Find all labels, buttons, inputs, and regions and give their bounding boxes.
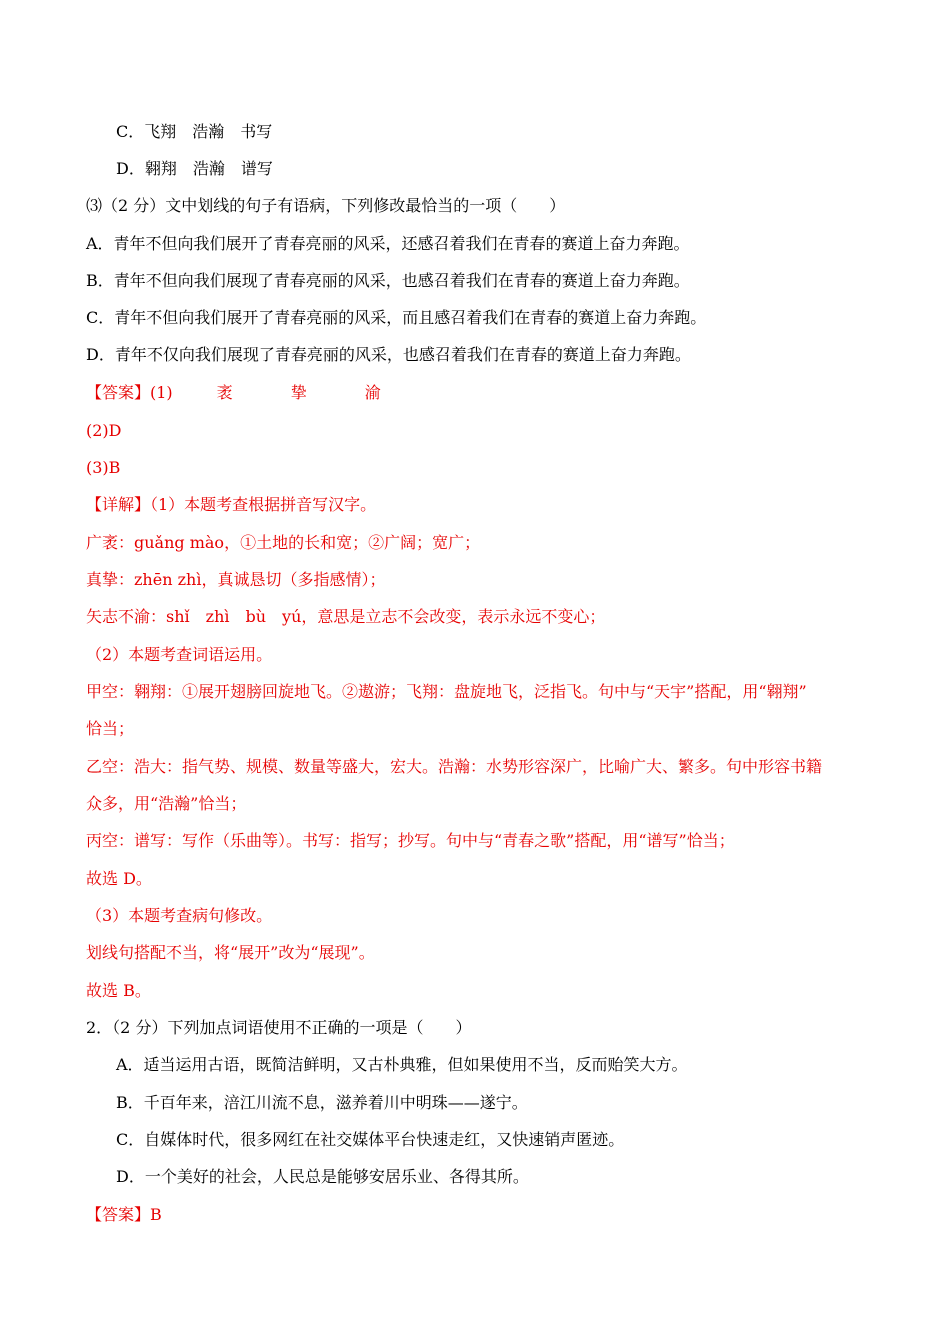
answer-word-1: 袤: [216, 383, 233, 402]
q2-option-c: C．自媒体时代，很多网红在社交媒体平台快速走红，又快速销声匿迹。: [116, 1130, 625, 1149]
question-3-stem: ⑶（2 分）文中划线的句子有语病，下列修改最恰当的一项（ ）: [86, 196, 566, 215]
explain-line-5: （2）本题考查词语运用。: [86, 645, 273, 664]
q2-option-a: A．适当运用古语，既简洁鲜明，又古朴典雅，但如果使用不当，反而贻笑大方。: [116, 1055, 688, 1074]
q3-option-c: C．青年不但向我们展开了青春亮丽的风采，而且感召着我们在青春的赛道上奋力奔跑。: [86, 308, 707, 327]
q3-option-a: A．青年不但向我们展开了青春亮丽的风采，还感召着我们在青春的赛道上奋力奔跑。: [86, 234, 690, 253]
q2-answer: 【答案】B: [86, 1205, 162, 1224]
explain-line-9: 众多，用“浩瀚”恰当；: [86, 794, 247, 813]
answer-2: (2)D: [86, 421, 122, 440]
explain-line-6: 甲空：翱翔：①展开翅膀回旋地飞。②遨游；飞翔：盘旋地飞，泛指飞。句中与“天宇”搭配，用“翱翔”: [86, 682, 807, 701]
explain-line-1: 【详解】（1）本题考查根据拼音写汉字。: [86, 495, 377, 514]
explain-line-4: 矢志不渝：shǐ zhì bù yú，意思是立志不会改变，表示永远不变心；: [86, 607, 606, 626]
explain-line-2: 广袤：guǎng mào，①土地的长和宽；②广阔；宽广；: [86, 533, 481, 552]
option-d: D．翱翔 浩瀚 谱写: [116, 159, 273, 178]
answer-word-3: 渝: [364, 383, 381, 402]
explain-line-8: 乙空：浩大：指气势、规模、数量等盛大，宏大。浩瀚：水势形容深广，比喻广大、繁多。句中形容书籍: [86, 757, 823, 776]
q2-option-b: B．千百年来，涪江川流不息，滋养着川中明珠——遂宁。: [116, 1093, 528, 1112]
option-c: C．飞翔 浩瀚 书写: [116, 122, 273, 141]
explain-line-13: 划线句搭配不当，将“展开”改为“展现”。: [86, 943, 375, 962]
explain-line-10: 丙空：谱写：写作（乐曲等）。书写：指写；抄写。句中与“青春之歌”搭配，用“谱写”恰当；: [86, 831, 735, 850]
answer-1: [86, 382, 381, 404]
answer-label: 【答案】(1): [86, 383, 173, 402]
question-2-stem: 2．（2 分）下列加点词语使用不正确的一项是（ ）: [86, 1018, 472, 1037]
q2-option-d: D．一个美好的社会，人民总是能够安居乐业、各得其所。: [116, 1167, 529, 1186]
explain-line-14: 故选 B。: [86, 981, 151, 1000]
explain-line-7: 恰当；: [86, 719, 135, 738]
explain-line-3: 真挚：zhēn zhì，真诚恳切（多指感情）；: [86, 570, 386, 589]
q3-option-d: D．青年不仅向我们展现了青春亮丽的风采，也感召着我们在青春的赛道上奋力奔跑。: [86, 345, 691, 364]
explain-line-12: （3）本题考查病句修改。: [86, 906, 273, 925]
answer-3: (3)B: [86, 458, 121, 477]
q3-option-b: B．青年不但向我们展现了青春亮丽的风采，也感召着我们在青春的赛道上奋力奔跑。: [86, 271, 690, 290]
answer-word-2: 挚: [290, 383, 307, 402]
explain-line-11: 故选 D。: [86, 869, 152, 888]
